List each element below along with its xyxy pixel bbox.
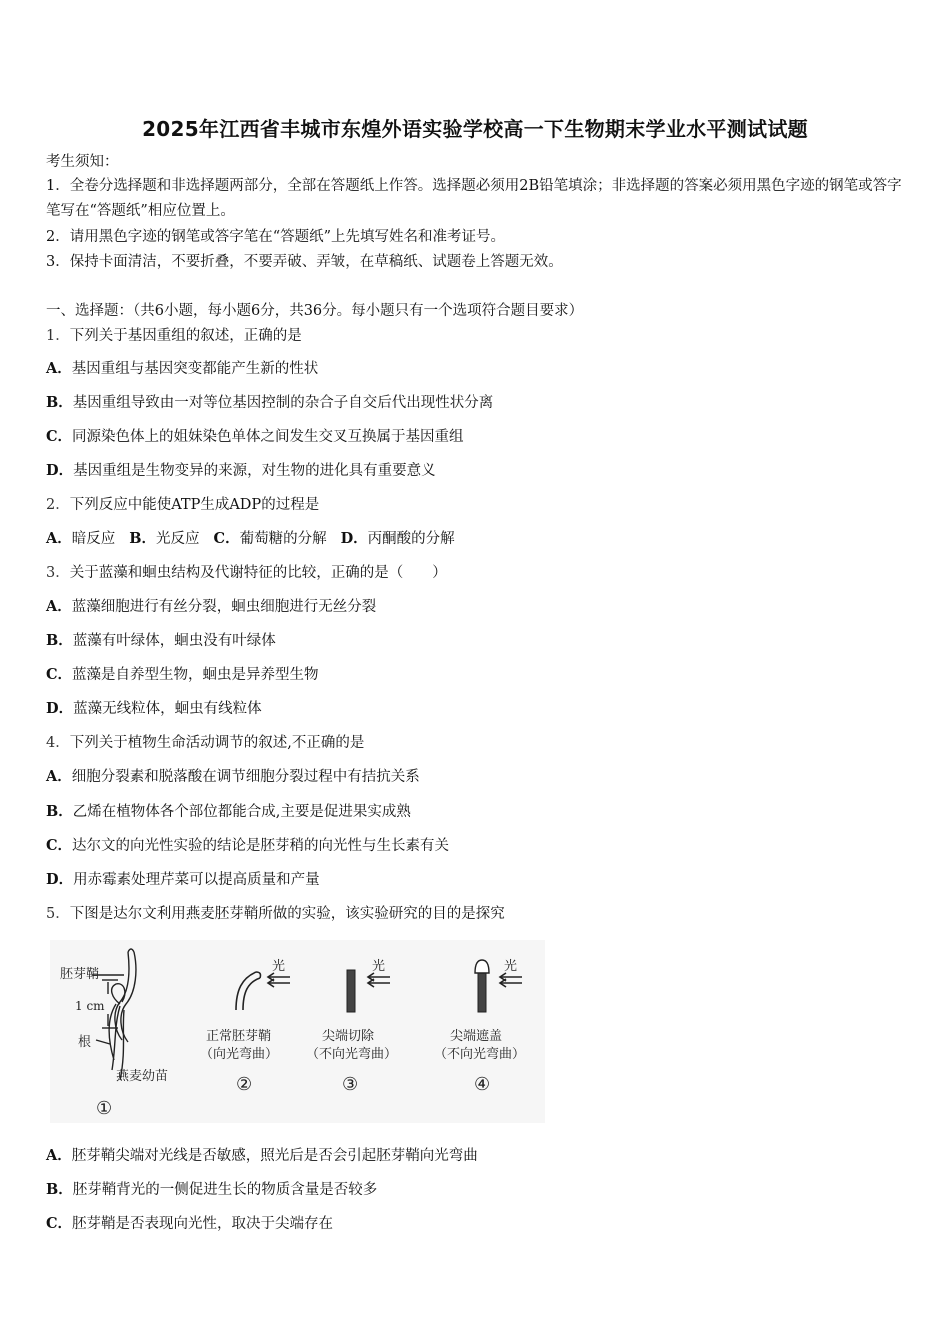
- option-text: 乙烯在植物体各个部位都能合成,主要是促进果实成熟: [72, 804, 411, 820]
- q1-option-a: [46, 359, 318, 379]
- option-text: 基因重组是生物变异的来源，对生物的进化具有重要意义: [73, 463, 436, 479]
- option-letter: B．: [46, 394, 73, 411]
- question-text: 下列反应中能使ATP生成ADP的过程是: [69, 497, 320, 513]
- question-number: 1．: [46, 328, 70, 344]
- q5-option-c: [46, 1214, 333, 1234]
- notice-item-3: 3．保持卡面清洁，不要折叠，不要弄破、弄皱，在草稿纸、试题卷上答题无效。: [46, 254, 563, 270]
- label-panel-4: ④: [474, 1074, 491, 1095]
- subcaption-panel-4: （不向光弯曲）: [434, 1047, 526, 1062]
- option-letter: A．: [46, 598, 72, 615]
- question-number: 4．: [46, 735, 70, 751]
- question-5-stem: [46, 904, 505, 924]
- section-heading: 一、选择题：（共6小题，每小题6分，共36分。每小题只有一个选项符合题目要求）: [46, 303, 584, 319]
- option-letter: A．: [46, 768, 72, 785]
- option-letter: A．: [46, 530, 72, 547]
- question-text: 下列关于植物生命活动调节的叙述,不正确的是: [69, 735, 365, 751]
- option-text: 细胞分裂素和脱落酸在调节细胞分裂过程中有拮抗关系: [71, 769, 420, 785]
- label-panel-1: ①: [96, 1098, 113, 1119]
- q1-option-d: [46, 461, 436, 481]
- option-letter: B．: [129, 530, 157, 547]
- question-text: 关于蓝藻和蛔虫结构及代谢特征的比较，正确的是（ ）: [69, 565, 447, 581]
- option-text: 蓝藻是自养型生物，蛔虫是异养型生物: [72, 667, 319, 683]
- option-letter: A．: [46, 360, 72, 377]
- option-letter: C．: [46, 837, 73, 854]
- label-panel-3: ③: [342, 1074, 359, 1095]
- question-text: 下图是达尔文利用燕麦胚芽鞘所做的实验，该实验研究的目的是探究: [69, 906, 505, 922]
- label-coleoptile: 胚芽鞘: [60, 967, 100, 982]
- option-letter: D．: [340, 530, 368, 547]
- option-letter: D．: [46, 700, 74, 717]
- option-letter: C．: [46, 666, 73, 683]
- notice-heading: 考生须知：: [46, 154, 119, 170]
- label-seedling: 燕麦幼苗: [116, 1069, 169, 1084]
- option-letter: C．: [46, 428, 73, 445]
- option-letter: A．: [46, 1147, 72, 1164]
- q4-option-b: [46, 802, 411, 822]
- caption-panel-4: 尖端遮盖: [450, 1029, 503, 1044]
- opaque-cap: [475, 960, 489, 973]
- option-letter: B．: [46, 1181, 73, 1198]
- question-1-stem: [46, 326, 302, 346]
- question-number: 2．: [46, 497, 70, 513]
- q4-option-c: [46, 836, 449, 856]
- label-light-3: 光: [372, 959, 386, 974]
- option-letter: D．: [46, 462, 74, 479]
- subcaption-panel-3: （不向光弯曲）: [306, 1047, 398, 1062]
- cut-coleoptile: [347, 970, 355, 1012]
- option-text: 光反应: [156, 531, 200, 547]
- label-panel-2: ②: [236, 1074, 253, 1095]
- option-text: 用赤霉素处理芹菜可以提高质量和产量: [73, 872, 320, 888]
- option-text: 同源染色体上的姐妹染色单体之间发生交叉互换属于基因重组: [72, 429, 464, 445]
- option-text: 暗反应: [71, 531, 116, 547]
- notice-item-1: 1．全卷分选择题和非选择题两部分，全部在答题纸上作答。选择题必须用2B铅笔填涂；非选择题的答案必须用黑色字迹的钢笔或答字笔写在“答题纸”相应位置上。: [46, 178, 902, 219]
- q5-option-a: [46, 1146, 478, 1166]
- option-text: 达尔文的向光性实验的结论是胚芽稍的向光性与生长素有关: [72, 838, 450, 854]
- caption-panel-3: 尖端切除: [322, 1029, 375, 1044]
- notice-item-2: 2．请用黑色字迹的钢笔或答字笔在“答题纸”上先填写姓名和准考证号。: [46, 229, 506, 245]
- label-light-2: 光: [272, 959, 286, 974]
- option-text: 胚芽鞘是否表现向光性，取决于尖端存在: [72, 1216, 334, 1232]
- option-text: 丙酮酸的分解: [367, 531, 455, 547]
- option-letter: B．: [46, 632, 73, 649]
- option-text: 蓝藻有叶绿体，蛔虫没有叶绿体: [72, 633, 276, 649]
- covered-coleoptile: [478, 970, 486, 1012]
- option-text: 基因重组与基因突变都能产生新的性状: [71, 361, 319, 377]
- caption-panel-2: 正常胚芽鞘: [206, 1029, 272, 1044]
- q3-option-b: [46, 631, 276, 651]
- page-title: 2025年江西省丰城市东煌外语实验学校高一下生物期末学业水平测试试题: [142, 117, 808, 141]
- option-text: 蓝藻细胞进行有丝分裂，蛔虫细胞进行无丝分裂: [71, 599, 377, 615]
- q3-option-d: [46, 699, 262, 719]
- option-text: 胚芽鞘尖端对光线是否敏感，照光后是否会引起胚芽鞘向光弯曲: [71, 1148, 478, 1164]
- label-length: 1 cm: [75, 999, 105, 1013]
- q5-option-b: [46, 1180, 377, 1200]
- question-4-stem: [46, 733, 364, 753]
- q3-option-c: [46, 665, 319, 685]
- subcaption-panel-2: （向光弯曲）: [200, 1047, 279, 1062]
- q1-option-b: [46, 393, 493, 413]
- q2-options-row: [46, 529, 455, 549]
- option-letter: C．: [46, 1215, 73, 1232]
- option-text: 胚芽鞘背光的一侧促进生长的物质含量是否较多: [72, 1182, 378, 1198]
- question-2-stem: [46, 495, 319, 515]
- question-3-stem: [46, 563, 447, 583]
- q3-option-a: [46, 597, 376, 617]
- q4-option-a: [46, 767, 420, 787]
- option-letter: B．: [46, 803, 73, 820]
- question-number: 5．: [46, 906, 70, 922]
- option-text: 蓝藻无线粒体，蛔虫有线粒体: [73, 701, 262, 717]
- question-number: 3．: [46, 565, 70, 581]
- coleoptile-experiment-figure: [50, 940, 545, 1123]
- label-root: 根: [78, 1035, 92, 1050]
- option-text: 葡萄糖的分解: [239, 531, 327, 547]
- q1-option-c: [46, 427, 464, 447]
- option-letter: D．: [46, 871, 74, 888]
- question-text: 下列关于基因重组的叙述，正确的是: [69, 328, 302, 344]
- q4-option-d: [46, 870, 320, 890]
- label-light-4: 光: [504, 959, 518, 974]
- option-letter: C．: [213, 530, 240, 547]
- option-text: 基因重组导致由一对等位基因控制的杂合子自交后代出现性状分离: [72, 395, 494, 411]
